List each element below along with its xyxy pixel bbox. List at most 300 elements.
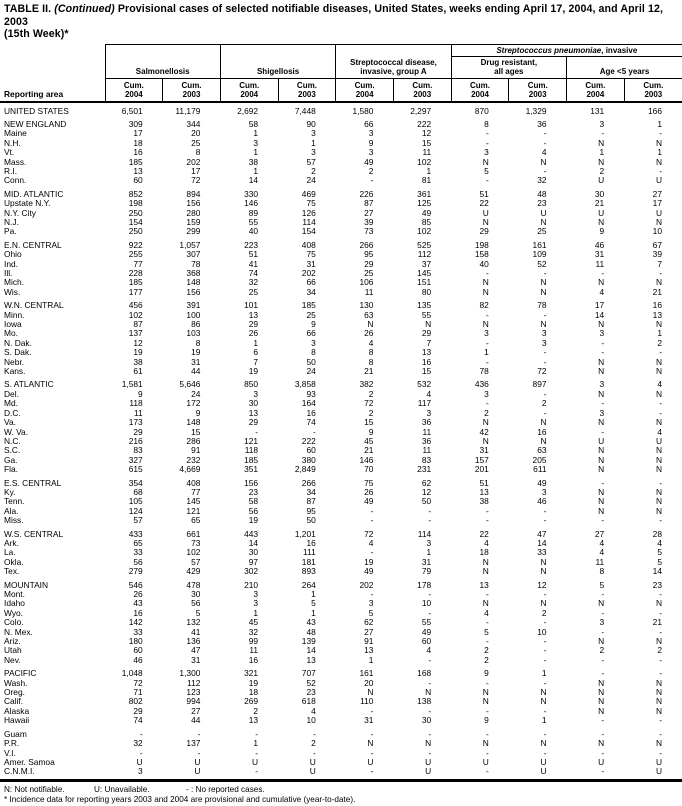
- table-row: [0, 516, 682, 525]
- value-cell: 222: [301, 435, 316, 446]
- value-cell: U: [655, 175, 662, 186]
- value-cell: N: [655, 696, 662, 707]
- value-cell: 26: [248, 328, 259, 339]
- value-cell: -: [428, 515, 432, 526]
- value-cell: 4: [599, 547, 605, 558]
- value-cell: 56: [248, 505, 259, 516]
- value-cell: 55: [248, 216, 259, 227]
- table-row: [0, 329, 682, 338]
- value-cell: N: [367, 687, 374, 698]
- reporting-area-cell: C.N.M.I.: [4, 766, 35, 777]
- value-cell: 870: [474, 105, 489, 116]
- value-cell: 1,048: [121, 668, 143, 679]
- value-cell: 23: [248, 486, 259, 497]
- value-cell: 661: [186, 528, 201, 539]
- table-row: [0, 190, 682, 199]
- reporting-area-cell: Va.: [4, 417, 16, 428]
- value-cell: 3: [311, 147, 316, 158]
- value-cell: -: [486, 705, 489, 716]
- col-header-strep-a-cum-2004: Cum. 2004: [336, 78, 394, 102]
- value-cell: 13: [364, 645, 374, 656]
- value-cell: 82: [479, 300, 489, 311]
- value-cell: 47: [537, 528, 547, 539]
- value-cell: 30: [594, 188, 605, 199]
- value-cell: 103: [186, 328, 201, 339]
- value-cell: 78: [537, 300, 547, 311]
- value-cell: 5: [368, 607, 374, 618]
- value-cell: 36: [421, 417, 432, 428]
- value-cell: 102: [186, 547, 201, 558]
- value-cell: -: [543, 636, 547, 647]
- value-cell: 8: [484, 118, 489, 129]
- value-cell: 408: [301, 239, 316, 250]
- col-header-age-under-5-cum-2004: Cum. 2004: [567, 78, 625, 102]
- table-row: [0, 656, 682, 665]
- value-cell: 1: [311, 607, 316, 618]
- value-cell: 12: [537, 579, 547, 590]
- value-cell: 1: [657, 328, 662, 339]
- value-cell: 148: [186, 417, 201, 428]
- value-cell: N: [540, 556, 547, 567]
- value-cell: U: [598, 756, 605, 767]
- value-cell: -: [659, 747, 662, 758]
- table-row: [0, 260, 682, 269]
- table-row: [0, 278, 682, 287]
- value-cell: U: [598, 175, 605, 186]
- table-row: [0, 767, 682, 776]
- value-cell: 9: [138, 388, 143, 399]
- value-cell: U: [194, 766, 201, 777]
- value-cell: N: [655, 156, 662, 167]
- value-cell: 156: [244, 477, 259, 488]
- table-row: [0, 158, 682, 167]
- value-cell: 36: [537, 118, 547, 129]
- value-cell: 1: [311, 137, 316, 148]
- value-cell: N: [598, 598, 605, 609]
- reporting-area-cell: Mass.: [4, 156, 27, 167]
- value-cell: 2: [253, 705, 259, 716]
- reporting-area-cell: S. ATLANTIC: [4, 379, 54, 390]
- value-cell: 361: [417, 188, 432, 199]
- value-cell: 63: [537, 445, 547, 456]
- value-cell: 178: [417, 579, 432, 590]
- value-cell: 11,179: [175, 105, 201, 116]
- value-cell: 2: [599, 165, 605, 176]
- value-cell: 137: [186, 738, 201, 749]
- value-cell: 121: [244, 435, 259, 446]
- value-cell: 58: [248, 118, 259, 129]
- value-cell: 66: [364, 118, 374, 129]
- value-cell: 29: [248, 417, 259, 428]
- reporting-area-cell: N.J.: [4, 216, 19, 227]
- value-cell: 391: [186, 300, 201, 311]
- value-cell: N: [598, 496, 605, 507]
- value-cell: -: [659, 728, 662, 739]
- value-cell: 615: [128, 464, 143, 475]
- reporting-area-cell: Upstate N.Y.: [4, 198, 51, 209]
- value-cell: 145: [417, 268, 432, 278]
- value-cell: 168: [417, 668, 432, 679]
- value-cell: N: [425, 319, 432, 330]
- value-cell: 382: [359, 379, 374, 390]
- col-header-drug-resistant-cum-2004: Cum. 2004: [451, 78, 509, 102]
- value-cell: 72: [537, 366, 547, 377]
- value-cell: 14: [248, 537, 259, 548]
- value-cell: 51: [479, 477, 489, 488]
- value-cell: 90: [306, 118, 316, 129]
- value-cell: 62: [364, 617, 374, 628]
- value-cell: -: [255, 766, 259, 777]
- value-cell: -: [543, 677, 547, 688]
- value-cell: 136: [186, 636, 201, 647]
- value-cell: 32: [537, 175, 547, 186]
- table-row: [0, 446, 682, 455]
- value-cell: 75: [364, 477, 374, 488]
- value-cell: 13: [133, 165, 143, 176]
- reporting-area-cell: Calif.: [4, 696, 24, 707]
- value-cell: 131: [590, 105, 605, 116]
- table-row: [0, 618, 682, 627]
- value-cell: N: [540, 435, 547, 446]
- value-cell: 50: [421, 496, 432, 507]
- value-cell: -: [543, 268, 547, 278]
- value-cell: 7,448: [294, 105, 316, 116]
- value-cell: U: [655, 207, 662, 218]
- value-cell: 198: [128, 198, 143, 209]
- value-cell: U: [482, 207, 489, 218]
- value-cell: 9: [195, 407, 201, 418]
- reporting-area-cell: MOUNTAIN: [4, 579, 49, 590]
- value-cell: 3: [599, 617, 605, 628]
- value-cell: 266: [301, 477, 316, 488]
- value-cell: 75: [306, 249, 316, 260]
- value-cell: 469: [301, 188, 316, 199]
- value-cell: 137: [128, 328, 143, 339]
- value-cell: -: [370, 589, 374, 599]
- value-cell: N: [540, 216, 547, 227]
- value-cell: -: [601, 347, 605, 358]
- value-cell: 19: [248, 366, 259, 377]
- table-row: [0, 646, 682, 655]
- value-cell: 77: [191, 486, 201, 497]
- value-cell: 30: [191, 589, 201, 599]
- value-cell: -: [659, 407, 662, 418]
- value-cell: -: [370, 728, 374, 739]
- value-cell: U: [309, 766, 316, 777]
- reporting-area-cell: La.: [4, 547, 16, 558]
- value-cell: 83: [133, 445, 143, 456]
- footnote-n: N: Not notifiable.: [4, 784, 65, 794]
- value-cell: 17: [133, 128, 143, 139]
- value-cell: 102: [417, 156, 432, 167]
- value-cell: 185: [301, 300, 316, 311]
- value-cell: 157: [474, 454, 489, 465]
- value-cell: N: [598, 277, 605, 288]
- value-cell: 8: [311, 347, 316, 358]
- table-bottom-rule: [0, 779, 682, 782]
- table-row: [0, 530, 682, 539]
- value-cell: 46: [133, 654, 143, 665]
- value-cell: 5,646: [179, 379, 201, 390]
- value-cell: 19: [248, 515, 259, 526]
- value-cell: 31: [191, 654, 201, 665]
- value-cell: 16: [133, 607, 143, 618]
- reporting-area-cell: Md.: [4, 398, 18, 409]
- table-row: [0, 380, 682, 389]
- value-cell: 73: [364, 226, 374, 237]
- value-cell: 83: [421, 454, 432, 465]
- value-cell: -: [601, 654, 605, 665]
- value-cell: 3: [368, 128, 374, 139]
- reporting-area-cell: MID. ATLANTIC: [4, 188, 64, 199]
- value-cell: N: [482, 566, 489, 577]
- value-cell: 12: [421, 486, 432, 497]
- value-cell: U: [136, 756, 143, 767]
- value-cell: 4: [657, 379, 662, 390]
- value-cell: 154: [301, 226, 316, 237]
- value-cell: 71: [133, 687, 143, 698]
- value-cell: 250: [128, 226, 143, 237]
- value-cell: 65: [133, 537, 143, 548]
- value-cell: 1: [253, 738, 259, 749]
- table-row: [0, 558, 682, 567]
- value-cell: -: [601, 337, 605, 348]
- reporting-area-cell: Maine: [4, 128, 27, 139]
- value-cell: N: [482, 216, 489, 227]
- value-cell: 41: [248, 258, 259, 269]
- value-cell: -: [601, 477, 605, 488]
- value-cell: 75: [306, 198, 316, 209]
- value-cell: N: [482, 156, 489, 167]
- value-cell: 202: [186, 156, 201, 167]
- reporting-area-cell: Mont.: [4, 589, 25, 599]
- value-cell: 180: [128, 636, 143, 647]
- title-continued: (Continued): [54, 3, 115, 15]
- value-cell: 91: [364, 636, 374, 647]
- reporting-area-cell: R.I.: [4, 165, 18, 176]
- value-cell: -: [428, 589, 432, 599]
- value-cell: 38: [133, 356, 143, 367]
- value-cell: 14: [537, 537, 547, 548]
- value-cell: 31: [479, 445, 489, 456]
- value-cell: U: [598, 435, 605, 446]
- value-cell: -: [428, 505, 432, 516]
- value-cell: 72: [191, 175, 201, 186]
- value-cell: N: [598, 738, 605, 749]
- value-cell: N: [598, 445, 605, 456]
- value-cell: 3: [426, 407, 432, 418]
- value-cell: -: [486, 636, 489, 647]
- value-cell: -: [255, 747, 259, 758]
- value-cell: 79: [421, 566, 432, 577]
- value-cell: 408: [186, 477, 201, 488]
- value-cell: -: [428, 747, 432, 758]
- value-cell: 368: [186, 268, 201, 278]
- value-cell: 30: [248, 398, 259, 409]
- value-cell: 142: [128, 617, 143, 628]
- value-cell: 14: [594, 309, 605, 320]
- value-cell: -: [601, 426, 605, 437]
- value-cell: 1: [599, 147, 605, 158]
- value-cell: 21: [652, 286, 662, 297]
- value-cell: 43: [306, 617, 316, 628]
- reporting-area-cell: Iowa: [4, 319, 22, 330]
- value-cell: -: [370, 515, 374, 526]
- value-cell: N: [655, 636, 662, 647]
- table-row: [0, 269, 682, 278]
- value-cell: -: [543, 128, 547, 139]
- title-prefix: TABLE II.: [4, 3, 55, 15]
- value-cell: 49: [364, 496, 374, 507]
- value-cell: 13: [248, 715, 259, 726]
- value-cell: 354: [128, 477, 143, 488]
- value-cell: 29: [479, 226, 489, 237]
- table-row: [0, 599, 682, 608]
- value-cell: 39: [364, 216, 374, 227]
- title-week: (15th Week)*: [4, 28, 69, 40]
- value-cell: 12: [133, 337, 143, 348]
- value-cell: -: [486, 398, 489, 409]
- value-cell: 49: [364, 156, 374, 167]
- value-cell: 307: [186, 249, 201, 260]
- table-row: [0, 148, 682, 157]
- value-cell: N: [598, 454, 605, 465]
- table-row: [0, 348, 682, 357]
- value-cell: 231: [417, 464, 432, 475]
- value-cell: N: [655, 496, 662, 507]
- reporting-area-cell: Utah: [4, 645, 22, 656]
- value-cell: 3: [311, 128, 316, 139]
- value-cell: 11: [422, 445, 432, 456]
- value-cell: 39: [652, 249, 662, 260]
- value-cell: 49: [537, 477, 547, 488]
- value-cell: 66: [306, 277, 316, 288]
- value-cell: 125: [417, 198, 432, 209]
- value-cell: N: [598, 356, 605, 367]
- value-cell: 11: [422, 147, 432, 158]
- value-cell: 27: [594, 528, 605, 539]
- value-cell: 72: [364, 398, 374, 409]
- value-cell: 27: [191, 705, 201, 716]
- value-cell: 37: [421, 258, 432, 269]
- value-cell: N: [655, 705, 662, 716]
- value-cell: 4: [484, 607, 489, 618]
- value-cell: 47: [191, 645, 201, 656]
- value-cell: 2: [657, 337, 662, 348]
- value-cell: -: [659, 654, 662, 665]
- value-cell: N: [655, 356, 662, 367]
- table-row: [0, 167, 682, 176]
- reporting-area-cell: Okla.: [4, 556, 24, 567]
- reporting-area-cell: N.H.: [4, 137, 21, 148]
- value-cell: 57: [306, 156, 316, 167]
- value-cell: 21: [364, 445, 374, 456]
- value-cell: 16: [248, 654, 259, 665]
- reporting-area-cell: Alaska: [4, 705, 30, 716]
- value-cell: 164: [301, 398, 316, 409]
- value-cell: 9: [484, 715, 489, 726]
- value-cell: 10: [306, 715, 316, 726]
- value-cell: -: [543, 137, 547, 148]
- value-cell: N: [655, 486, 662, 497]
- value-cell: N: [482, 598, 489, 609]
- value-cell: N: [540, 319, 547, 330]
- value-cell: N: [655, 464, 662, 475]
- value-cell: 111: [303, 547, 316, 558]
- value-cell: 16: [306, 537, 316, 548]
- value-cell: 61: [133, 366, 143, 377]
- value-cell: -: [601, 766, 605, 777]
- table-row: [0, 339, 682, 348]
- value-cell: -: [486, 505, 489, 516]
- value-cell: 74: [133, 715, 143, 726]
- value-cell: -: [486, 137, 489, 148]
- col-header-shigellosis-cum-2004: Cum. 2004: [220, 78, 278, 102]
- value-cell: 19: [364, 556, 374, 567]
- value-cell: 232: [186, 454, 201, 465]
- value-cell: 222: [417, 118, 432, 129]
- value-cell: N: [655, 687, 662, 698]
- value-cell: 14: [248, 175, 259, 186]
- value-cell: N: [598, 677, 605, 688]
- value-cell: 56: [191, 598, 201, 609]
- table-row: [0, 390, 682, 399]
- value-cell: 11: [133, 407, 143, 418]
- table-row: [0, 288, 682, 297]
- value-cell: 897: [532, 379, 547, 390]
- table-row: [0, 428, 682, 437]
- value-cell: N: [540, 417, 547, 428]
- value-cell: 52: [537, 258, 547, 269]
- reporting-area-cell: Amer. Samoa: [4, 756, 55, 767]
- value-cell: 185: [128, 156, 143, 167]
- value-cell: 19: [248, 677, 259, 688]
- table-row: [0, 209, 682, 218]
- value-cell: 50: [306, 356, 316, 367]
- value-cell: 130: [359, 300, 374, 311]
- value-cell: N: [598, 505, 605, 516]
- value-cell: 91: [191, 445, 201, 456]
- value-cell: 3: [541, 337, 547, 348]
- value-cell: 2: [657, 645, 662, 656]
- value-cell: -: [543, 165, 547, 176]
- value-cell: N: [540, 277, 547, 288]
- value-cell: 850: [244, 379, 259, 390]
- value-cell: N: [598, 705, 605, 716]
- value-cell: N: [655, 454, 662, 465]
- value-cell: 52: [306, 677, 316, 688]
- value-cell: 3: [253, 598, 259, 609]
- reporting-area-cell: S.C.: [4, 445, 21, 456]
- value-cell: 13: [652, 309, 662, 320]
- table-row: [0, 311, 682, 320]
- reporting-area-cell: Vt.: [4, 147, 15, 158]
- value-cell: 16: [537, 426, 547, 437]
- value-cell: 10: [652, 226, 662, 237]
- reporting-area-cell: Kans.: [4, 366, 26, 377]
- value-cell: 25: [364, 268, 374, 278]
- value-cell: 46: [594, 239, 605, 250]
- value-cell: 309: [128, 118, 143, 129]
- value-cell: N: [655, 598, 662, 609]
- value-cell: U: [655, 766, 662, 777]
- value-cell: 201: [474, 464, 489, 475]
- page: [0, 3, 682, 806]
- value-cell: 126: [301, 207, 316, 218]
- reporting-area-cell: Tex.: [4, 566, 20, 577]
- value-cell: 2: [368, 407, 374, 418]
- value-cell: -: [428, 728, 432, 739]
